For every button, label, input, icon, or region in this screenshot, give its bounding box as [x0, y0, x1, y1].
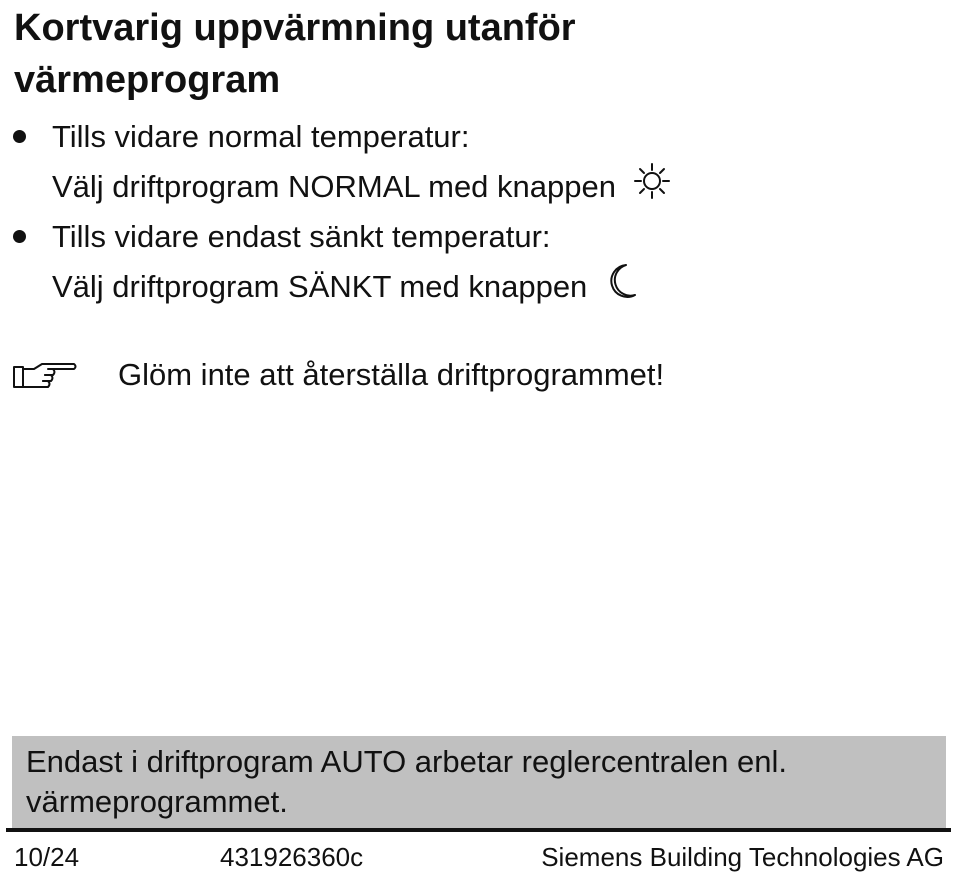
info-box: [12, 736, 946, 828]
page-title-line-2: värmeprogram: [14, 59, 281, 101]
page-number: 10/24: [14, 842, 80, 872]
list-item-heading: Tills vidare normal temperatur:: [52, 119, 470, 154]
instruction-list: [0, 112, 940, 312]
list-item-instruction: Välj driftprogram NORMAL med knappen: [52, 169, 616, 204]
sun-icon: [633, 162, 671, 215]
list-item-normal: [0, 112, 940, 212]
page-title: [14, 2, 914, 106]
list-item-heading: Tills vidare endast sänkt temperatur:: [52, 219, 551, 254]
company-name: Siemens Building Technologies AG: [541, 842, 944, 872]
reminder-text: Glöm inte att återställa driftprogrammet!: [118, 357, 665, 392]
info-box-line-2: värmeprogrammet.: [26, 784, 288, 819]
moon-icon: [604, 262, 638, 315]
bullet-dot: [13, 130, 26, 143]
list-item-line: [0, 212, 940, 262]
pointing-hand-icon: [12, 360, 78, 397]
list-item-line: [0, 112, 940, 162]
list-item-instruction: Välj driftprogram SÄNKT med knappen: [52, 269, 588, 304]
document-number: 431926360c: [220, 842, 364, 872]
bullet-dot: [13, 230, 26, 243]
list-item-reduced: [0, 212, 940, 312]
page-title-line-1: Kortvarig uppvärmning utanför: [14, 7, 576, 49]
footer-divider: [6, 828, 951, 832]
list-item-line: [0, 162, 940, 212]
info-box-line-1: Endast i driftprogram AUTO arbetar reglercentralen enl.: [26, 744, 788, 779]
page-footer: [14, 838, 944, 876]
list-item-line: [0, 262, 940, 312]
reminder-note: [12, 350, 952, 400]
